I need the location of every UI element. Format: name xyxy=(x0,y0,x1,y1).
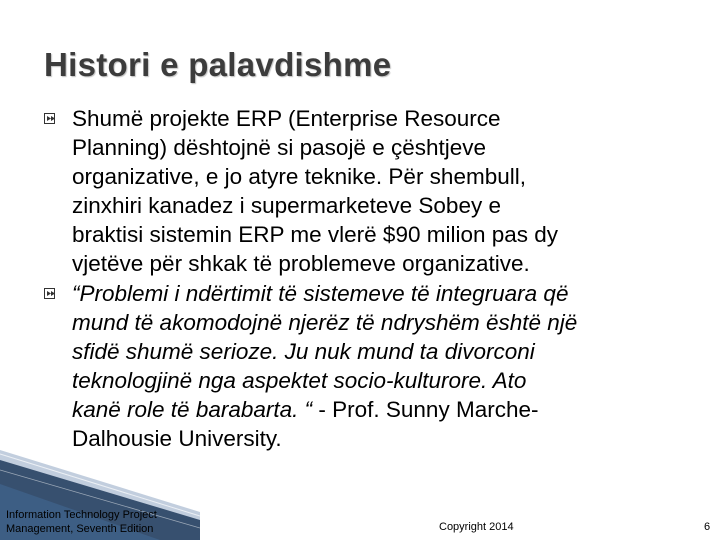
arrow-bullet-icon xyxy=(44,113,58,126)
footer-source: Information Technology Project Management, Seventh Edition xyxy=(6,509,157,535)
page-number: 6 xyxy=(704,521,711,533)
quote-attribution: - Prof. Sunny Marche- Dalhousie University. xyxy=(72,397,539,451)
bullet-text: Shumë projekte ERP (Enterprise Resource Planning) dështojnë si pasojë e çështjeve organizative, e jo atyre teknike. Për shembull, zinxhiri kanadez i supermarketeve Sobey e braktisi sistemin ERP me vlerë $90 milion pas dy vjetëve për shkak të problemeve organizative. xyxy=(72,106,559,276)
bullet-item-2 xyxy=(44,279,694,453)
slide-content xyxy=(44,104,694,453)
bullet-item-1 xyxy=(44,104,694,278)
quote-text: “Problemi i ndërtimit të sistemeve të integruara që mund të akomodojnë njerëz të ndryshëm është një sfidë shumë serioze. Ju nuk mund ta divorconi teknologjinë nga aspektet socio-kulturore. Ato kanë role të barabarta. “ xyxy=(72,281,578,422)
slide-title: Histori e palavdishme xyxy=(44,46,392,83)
arrow-bullet-icon xyxy=(44,288,58,301)
footer-copyright: Copyright 2014 xyxy=(439,521,514,533)
